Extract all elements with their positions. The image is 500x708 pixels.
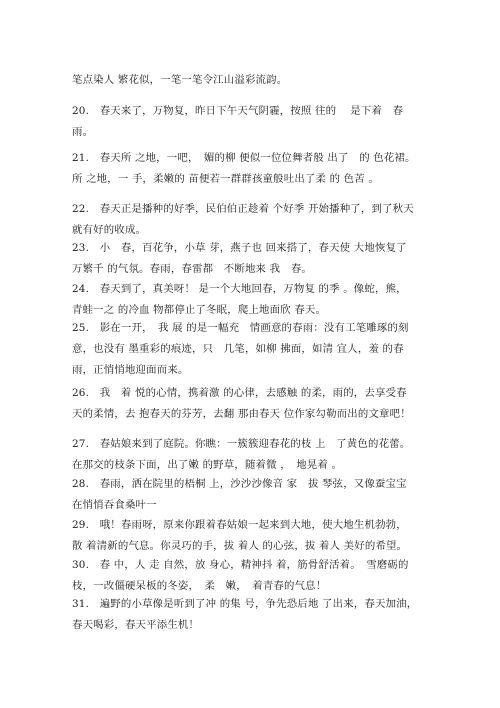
paragraph-30: 30. 春 中，人 走 自然，放 身心，精神抖 着，筋骨舒活着。 雪磨砺的 枝，一改僵硬呆板的冬姿， 柔 嫩， 着青春的气息！ (72, 559, 409, 592)
paragraph-24: 24. 春天到了，真美呀！ 是一个大地回春，万物复 的季 。像蛇，熊，青蛙一之 的冷血 物都停止了冬眠，爬上地面欣 春天。 (72, 283, 407, 316)
paragraph-26: 26. 我 着 悦的心情，携着激 的心律，去感触 的柔，雨的，去享受春天的柔情，去 抱春天的芬芳，去翻 那由春天 位作家勾勒而出的文章吧！ (72, 387, 411, 420)
paragraph-21: 21. 春天所 之地，一吧， 媚的柳 便似一位位舞者般 出了 的 色花裙。所 之地，一 手，柔嫩的 苗便若一群群孩童般吐出了柔 的 色苦 。 (72, 152, 416, 185)
paragraph-27: 27. 春姑娘来到了庭院。你瞧：一簇簇迎春花的枝 上 了黄色的花蕾。在那交的枝条下面，出了嫩 的野草，随着微 ， 地晃着 。 (72, 438, 411, 471)
paragraph-31: 31. 遍野的小草像是听到了冲 的集 号，争先恐后地 了出来，春天加油， 春天喝彩，春天平添生机！ (72, 598, 423, 631)
paragraph-25: 25. 影在一开， 我 展 的是一幅充 情画意的春雨：没有工笔雕琢的刻意，也没有 墨重彩的痕迹，只 几笔，如柳 拂面，如清 宜人，羞 的春雨，正悄悄地迎面而来。 (72, 322, 409, 376)
paragraph-28: 28. 春雨，洒在院里的梧桐 上，沙沙沙像音 家 拔 琴弦，又像蚕宝宝在悄悄吞食桑叶一 (72, 478, 407, 511)
paragraph-19-tail: 笔点染人 繁花似，一笔一笔令江山溢彩流韵。 (72, 74, 288, 86)
paragraph-29: 29. 哦！春雨呀，原来你跟着春姑娘一起来到大地，使大地生机勃勃，散 着清新的气息。你灵巧的手，拔 着人 的心弦，拔 着人 美好的希望。 (72, 519, 408, 552)
paragraph-23: 23. 小 春，百花争，小草 芽，燕子也 回来搭了，春天使 大地恢复了万繁千 的气氛。春雨，春雷都 不断地来 我 春。 (72, 242, 407, 275)
paragraph-20: 20. 春天来了，万物复，昨日下午天气阴霾，按照 往的 是下着 春雨。 (72, 105, 404, 138)
paragraph-22: 22. 春天正是播种的好季，民伯伯正趁着 个好季 开始播种了，到了秋天就有好的收成。 (72, 203, 414, 236)
